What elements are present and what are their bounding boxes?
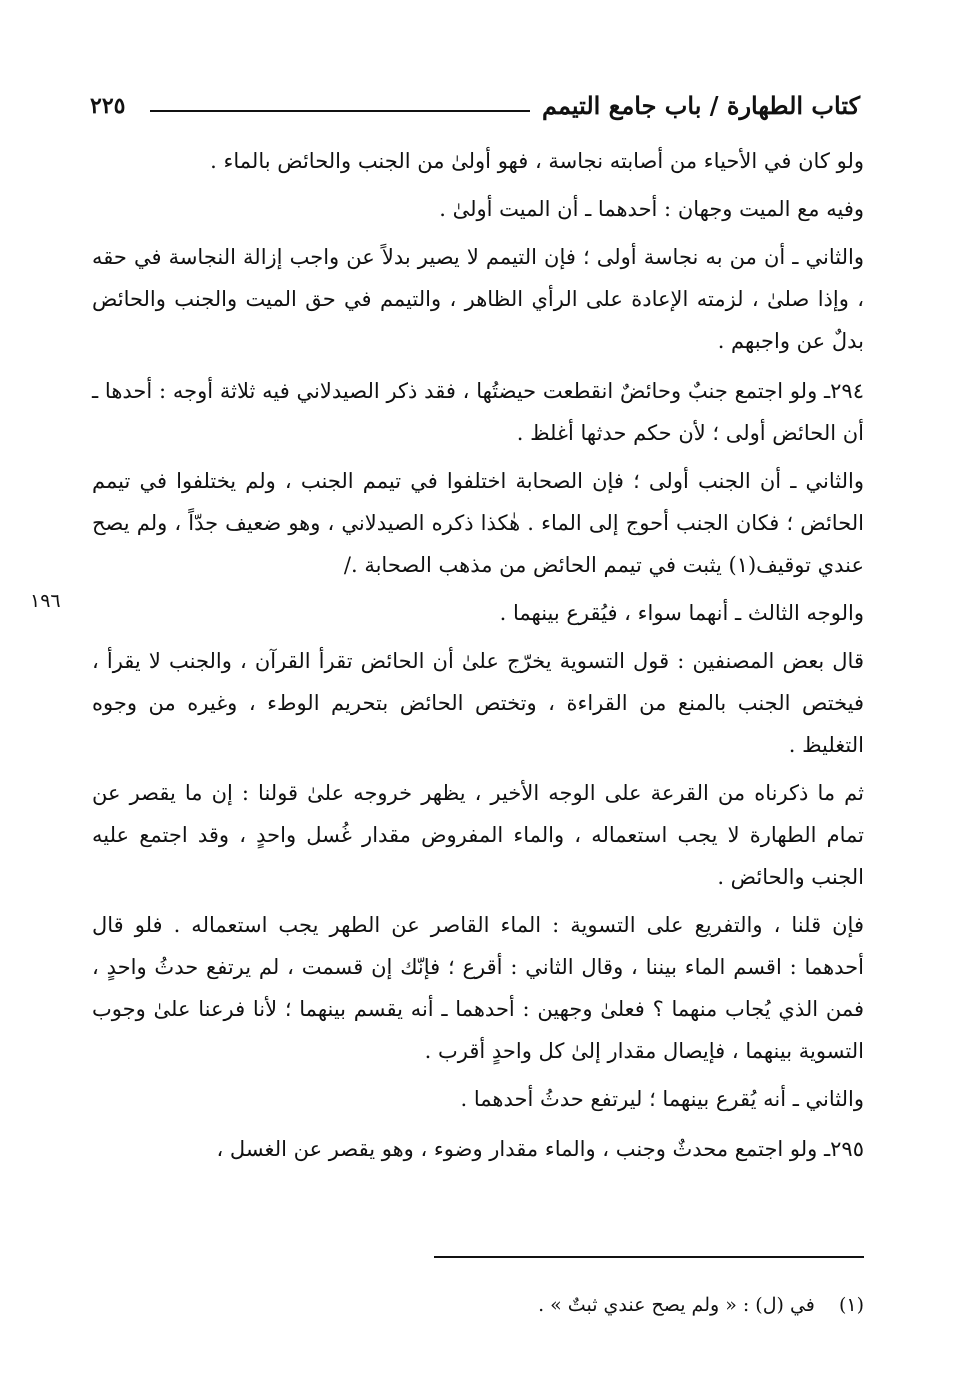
footnote-text: في (ل) : « ولم يصح عندي ثبتٌ » . (538, 1294, 815, 1316)
paragraph: والوجه الثالث ـ أنهما سواء ، فيُقرع بينهما . (499, 601, 864, 625)
paragraph: فإن قلنا ، والتفريع على التسوية : الماء القاصر عن الطهر يجب استعماله . فلو قال أحدهما : اقسم الماء بيننا ، وقال الثاني : أقرع ؛ فإنّك إن قسمت ، لم يرتفع حدثُ واحدٍ ، فمن الذي يُجاب منهما ؟ فعلىٰ وجهين : أحدهما ـ أنه يقسم بينهما ؛ لأنا فرعنا علىٰ وجوب التسوية بينهما ، فإيصال مقدار إلىٰ كل واحدٍ أقرب . (92, 913, 864, 1063)
paragraph: وفيه مع الميت وجهان : أحدهما ـ أن الميت أولىٰ . (439, 197, 864, 221)
paragraph: والثاني ـ أن الجنب أولى ؛ فإن الصحابة اختلفوا في تيمم الجنب ، ولم يختلفوا في تيمم الحائض ؛ فكان الجنب أحوج إلى الماء . هٰكذا ذكره الصيدلاني ، وهو ضعيف جدّاً ، ولم يصح عندي توقيف(١) يثبت في تيمم الحائض من مذهب الصحابة ./ (92, 469, 864, 577)
footnote-number: (١) (838, 1294, 864, 1316)
paragraph: ثم ما ذكرناه من القرعة على الوجه الأخير ، يظهر خروجه علىٰ قولنا : إن ما يقصر عن تمام الطهارة لا يجب استعماله ، والماء المفروض مقدار غُسل واحدٍ ، وقد اجتمع عليه الجنب والحائض . (92, 781, 864, 889)
footnote (538, 1290, 864, 1320)
page-number: ٢٢٥ (90, 93, 126, 119)
paragraph: والثاني ـ أنه يُقرع بينهما ؛ ليرتفع حدثُ أحدهما . (460, 1087, 864, 1111)
paragraph: قال بعض المصنفين : قول التسوية يخرّج علىٰ أن الحائض تقرأ القرآن ، والجنب لا يقرأ ، فيختص الجنب بالمنع من القراءة ، وتختص الحائض بتحريم الوطء ، وغيره من وجوه التغليظ . (92, 649, 864, 757)
running-title: كتاب الطهارة / باب جامع التيمم (542, 91, 860, 120)
main-text (92, 140, 864, 1176)
running-header (90, 86, 860, 126)
paragraph: والثاني ـ أن من به نجاسة أولى ؛ فإن التيمم لا يصير بدلاً عن واجب إزالة النجاسة في حقه ، وإذا صلىٰ ، لزمته الإعادة على الرأي الظاهر ، والتيمم في حق الميت والجنب والحائض بدلٌ عن واجبهم . (92, 245, 864, 353)
paragraph-section-295: ٢٩٥ـ ولو اجتمع محدثٌ وجنب ، والماء مقدار وضوء ، وهو يقصر عن الغسل ، (216, 1137, 864, 1161)
margin-manuscript-number: ١٩٦ (30, 590, 61, 612)
header-rule (150, 110, 530, 112)
paragraph: ولو كان في الأحياء من أصابته نجاسة ، فهو أولىٰ من الجنب والحائض بالماء . (210, 149, 864, 173)
paragraph-section-294: ٢٩٤ـ ولو اجتمع جنبٌ وحائضٌ انقطعت حيضتُها ، فقد ذكر الصيدلاني فيه ثلاثة أوجه : أحدها ـ أن الحائض أولى ؛ لأن حكم حدثها أغلظ . (92, 379, 864, 445)
footnote-rule (434, 1256, 864, 1258)
